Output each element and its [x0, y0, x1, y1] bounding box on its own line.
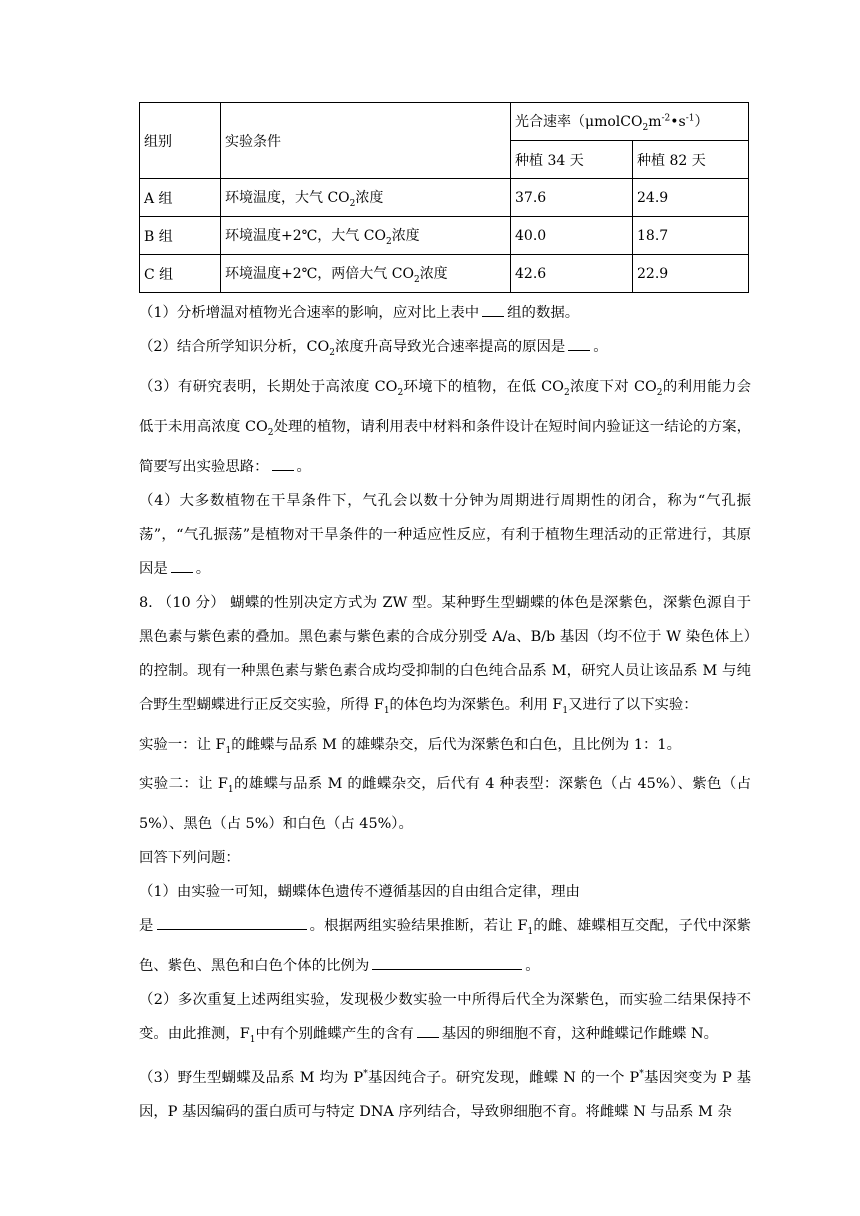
photosynthesis-table — [139, 102, 749, 293]
table-row — [140, 217, 749, 255]
q8-experiment-2: 实验二：让 $F_1$的雄蝶与品系 M 的雌蝶杂交，后代有 4 种表型：深紫色（占 45%）、紫色（占 5%）、黑色（占 5%）和白色（占 45%）。 — [139, 776, 751, 833]
row-value-82: 18.7 — [633, 217, 749, 255]
table-row — [140, 255, 749, 293]
q8-part3: （3）野生型蝴蝶及品系 M 均为 P*基因纯合子。研究发现，雌蝶 N 的一个 P*基因突变为 P 基因，P 基因编码的蛋白质可与特定 DNA 序列结合，导致卵细胞不育。将雌蝶 N 与品系 M 杂 — [139, 1069, 751, 1120]
row-group: B 组 — [140, 217, 221, 255]
row-value-82: 22.9 — [633, 255, 749, 293]
header-day34: 种植 34 天 — [511, 141, 633, 179]
row-value-34: 42.6 — [511, 255, 633, 293]
answer-blank — [568, 336, 590, 351]
row-condition: 环境温度+2℃，两倍大气 $CO_2$浓度 — [221, 255, 511, 293]
header-day82: 种植 82 天 — [633, 141, 749, 179]
header-rate: 光合速率$(\mu molCO_2m^{-2}•s^{-1})$ — [511, 103, 749, 141]
q7-part1: （1）分析增温对植物光合速率的影响，应对比上表中 组的数据。 — [139, 296, 751, 330]
row-condition: 环境温度+2℃，大气 $CO_2$浓度 — [221, 217, 511, 255]
answer-blank — [372, 955, 522, 970]
answer-blank — [272, 456, 294, 471]
answer-blank — [417, 1023, 439, 1038]
q7-part4: （4）大多数植物在干旱条件下，气孔会以数十分钟为周期进行周期性的闭合，称为“气孔振荡”，“气孔振荡”是植物对干旱条件的一种适应性反应，有利于植物生理活动的正常进行，其原因是 。 — [139, 492, 751, 577]
q7-part3: （3）有研究表明，长期处于高浓度 $CO_2$环境下的植物，在低 $CO_2$浓度下对 $CO_2$的利用能力会低于未用高浓度 $CO_2$处理的植物，请利用表中材料和条件设计在短时间内验证这一结论的方案，简要写出实验思路： 。 — [139, 378, 751, 475]
q7-part2: （2）结合所学知识分析，$CO_2$浓度升高导致光合速率提高的原因是 。 — [139, 330, 751, 370]
row-group: A 组 — [140, 179, 221, 217]
q8-experiment-1: 实验一：让 $F_1$的雌蝶与品系 M 的雄蝶杂交，后代为深紫色和白色，且比例为 1：1。 — [139, 736, 681, 756]
header-condition: 实验条件 — [221, 103, 511, 179]
q8-answer-prompt: 回答下列问题： — [139, 850, 240, 867]
answer-blank — [157, 915, 307, 930]
q8-part1: （1）由实验一可知，蝴蝶体色遗传不遵循基因的自由组合定律，理由 是 。根据两组实验结果推断，若让 $F_1$的雌、雄蝶相互交配，子代中深紫色、紫色、黑色和白色个体的比例为 。 — [139, 884, 751, 975]
question-text — [139, 296, 751, 1129]
q8-intro: 8. （10 分） 蝴蝶的性别决定方式为 ZW 型。某种野生型蝴蝶的体色是深紫色，深紫色源自于黑色素与紫色素的叠加。黑色素与紫色素的合成分别受 A/a、B/b 基因（均不位于 W 染色体上）的控制。现有一种黑色素与紫色素合成均受抑制的白色纯合品系 M，研究人员让该品系 M 与纯合野生型蝴蝶进行正反交实验，所得 $F_1$的体色均为深紫色。利用 $F_1$又进行了以下实验： — [139, 594, 751, 716]
row-group: C 组 — [140, 255, 221, 293]
row-condition: 环境温度，大气 $CO_2$浓度 — [221, 179, 511, 217]
table-header-row — [140, 103, 749, 141]
header-group: 组别 — [140, 103, 221, 179]
row-value-82: 24.9 — [633, 179, 749, 217]
table-row — [140, 179, 749, 217]
q8-part2: （2）多次重复上述两组实验，发现极少数实验一中所得后代全为深紫色，而实验二结果保持不变。由此推测，$F_1$中有个别雌蝶产生的含有 基因的卵细胞不育，这种雌蝶记作雌蝶 N。 — [139, 992, 751, 1045]
answer-blank — [482, 302, 504, 317]
answer-blank — [171, 558, 193, 573]
row-value-34: 40.0 — [511, 217, 633, 255]
row-value-34: 37.6 — [511, 179, 633, 217]
